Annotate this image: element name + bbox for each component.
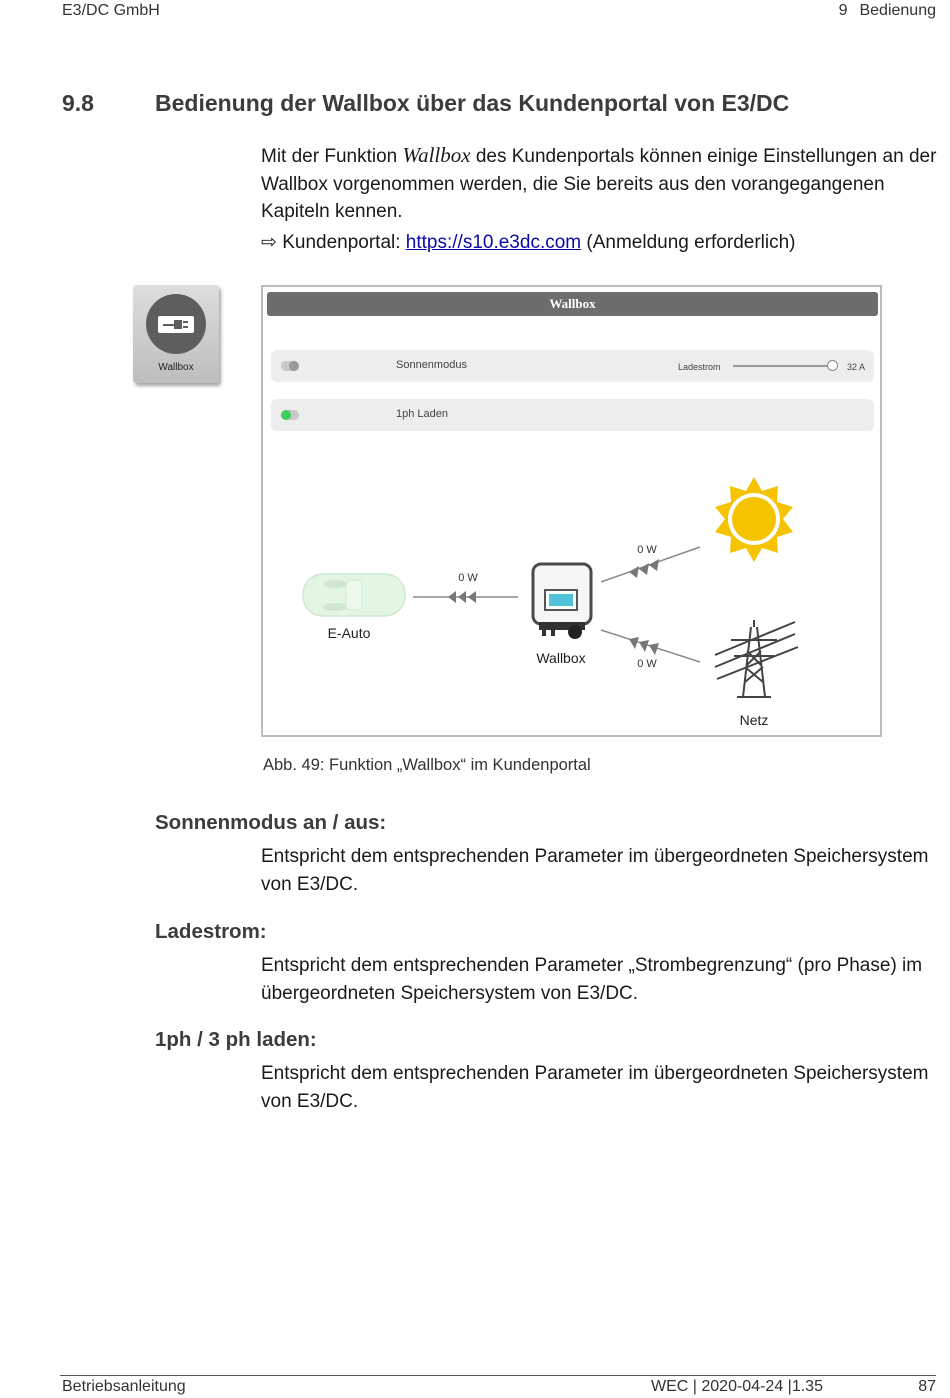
- ladestrom-value: 32 A: [847, 362, 866, 372]
- intro-after: des Kundenportals können einige Einstellungen an der Wallbox vorgenommen werden, die Sie bereits aus den vorangegangenen Kapiteln kennen.: [261, 146, 937, 222]
- grid-label: Netz: [739, 712, 769, 728]
- car-power: 0 W: [458, 572, 478, 584]
- figure-caption: Abb. 49: Funktion „Wallbox“ im Kundenportal: [263, 756, 591, 774]
- tile-label: Wallbox: [158, 362, 194, 373]
- footer-divider: [60, 1375, 936, 1376]
- ladestrom-label: Ladestrom: [678, 362, 721, 372]
- portal-label: Kundenportal:: [282, 232, 406, 253]
- definition-text: Entspricht dem entsprechenden Parameter im übergeordneten Speichersystem von E3/DC.: [261, 846, 929, 895]
- car-icon: [303, 574, 405, 616]
- header-chapter-number: 9: [838, 2, 848, 19]
- solar-power: 0 W: [637, 544, 657, 556]
- power-pylon-icon: [715, 620, 798, 697]
- sun-icon: [715, 477, 793, 562]
- portal-note: (Anmeldung erforderlich): [581, 232, 796, 253]
- sonnenmodus-label: Sonnenmodus: [396, 359, 467, 371]
- intro-paragraph: [261, 142, 946, 226]
- footer-version: WEC | 2020-04-24 |1.35: [651, 1378, 823, 1395]
- section-number: 9.8: [62, 90, 94, 116]
- header-company: E3/DC GmbH: [62, 2, 160, 19]
- grid-power: 0 W: [637, 658, 657, 670]
- intro-function-name: Wallbox: [402, 143, 471, 167]
- laden-label: 1ph Laden: [396, 408, 448, 420]
- portal-screenshot: [261, 285, 882, 737]
- wallbox-device-icon: [533, 564, 591, 639]
- wallbox-label: Wallbox: [536, 650, 586, 666]
- page-number: 87: [918, 1378, 936, 1395]
- section-title-text: Bedienung der Wallbox über das Kundenportal von E3/DC: [155, 90, 790, 116]
- definition-text: Entspricht dem entsprechenden Parameter im übergeordneten Speichersystem von E3/DC.: [261, 1063, 929, 1112]
- intro-before: Mit der Funktion: [261, 146, 403, 167]
- header-chapter-title: Bedienung: [859, 2, 936, 19]
- arrow-right-icon: ⇨: [261, 232, 277, 253]
- energy-flow-diagram: [263, 287, 880, 735]
- definition-term: Ladestrom:: [155, 920, 267, 943]
- section-title: [62, 90, 789, 117]
- car-label: E-Auto: [327, 625, 371, 641]
- definition-text: Entspricht dem entsprechenden Parameter „Strombegrenzung“ (pro Phase) im übergeordneten Speichersystem von E3/DC.: [261, 955, 923, 1004]
- car-flow-arrows: [413, 591, 518, 603]
- definition-term: 1ph / 3 ph laden:: [155, 1028, 317, 1051]
- definition-term: Sonnenmodus an / aus:: [155, 811, 387, 834]
- portal-link[interactable]: https://s10.e3dc.com: [405, 232, 582, 253]
- wallbox-plug-icon: [146, 294, 206, 354]
- header-chapter: [839, 2, 936, 20]
- footer-doc-type: Betriebsanleitung: [62, 1378, 186, 1395]
- portal-line: [261, 231, 796, 254]
- screenshot-title-bar: Wallbox: [267, 292, 878, 316]
- wallbox-app-tile[interactable]: [133, 285, 219, 383]
